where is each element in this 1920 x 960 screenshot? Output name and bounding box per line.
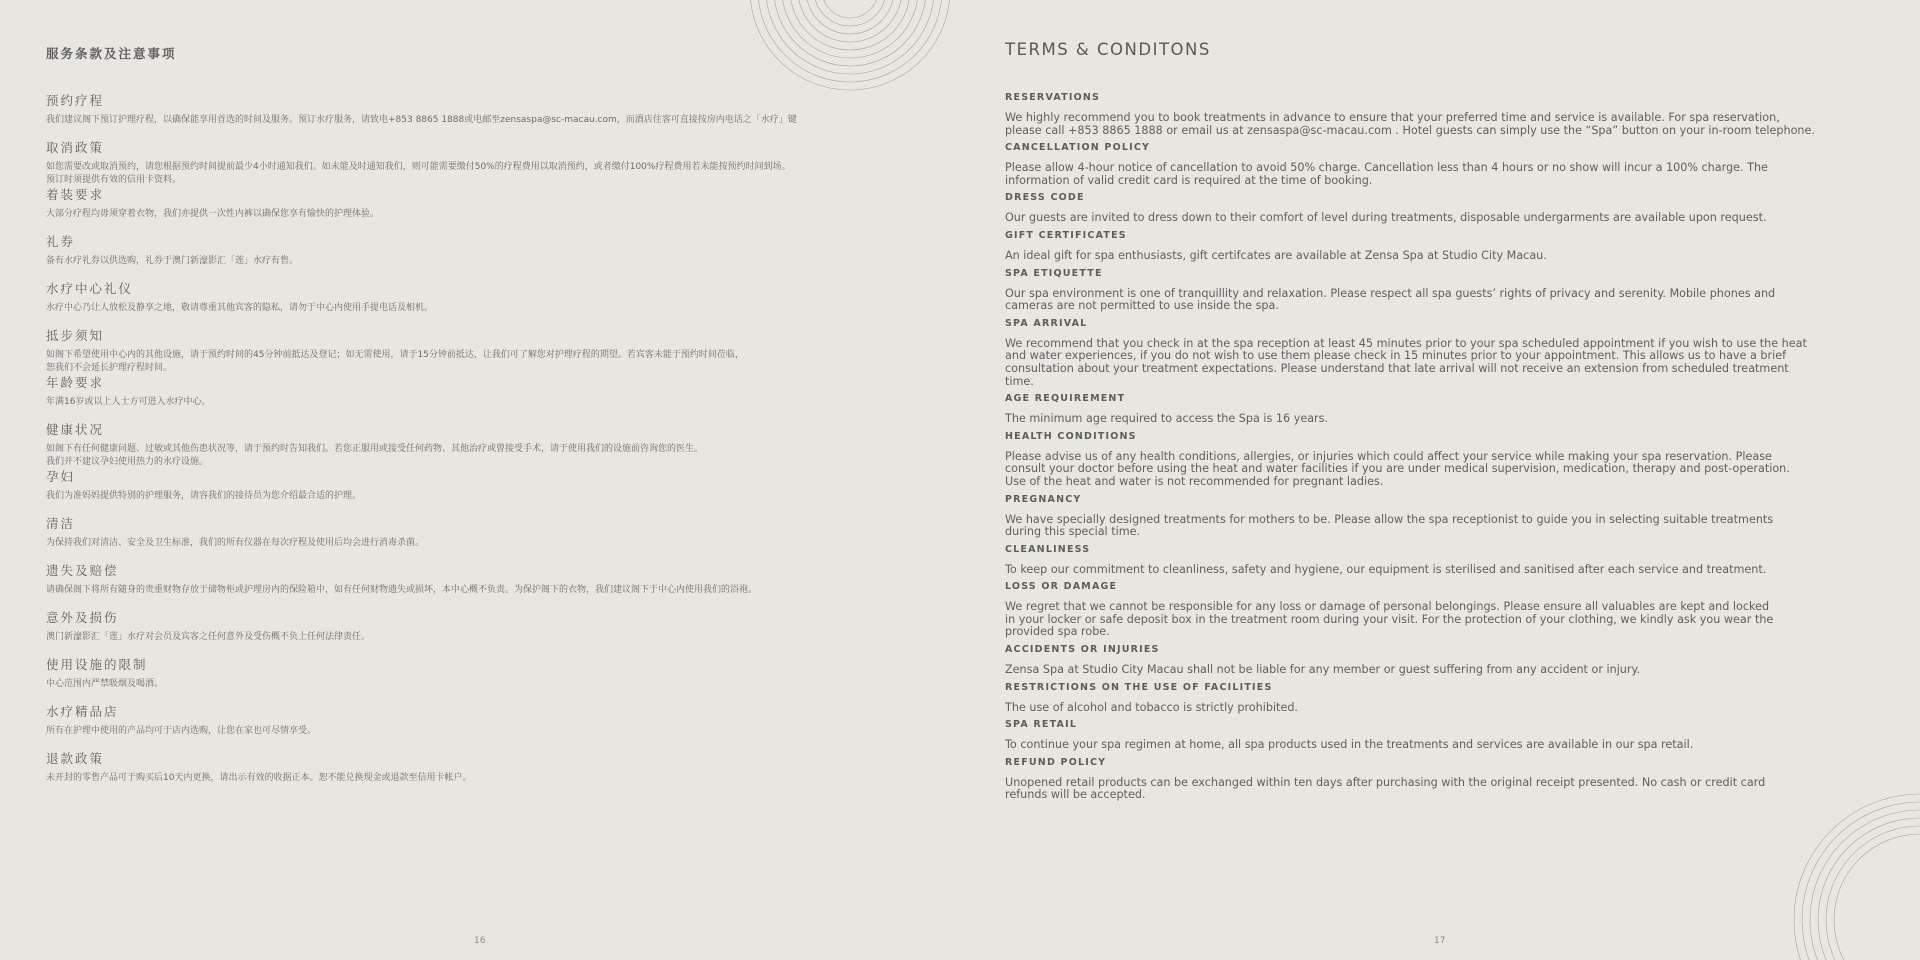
right-page bbox=[960, 0, 1920, 960]
section-body: 我们为准妈妈提供特别的护理服务，请容我们的接待员为您介绍最合适的护理。 bbox=[46, 491, 362, 501]
section-body: We recommend that you check in at the spa reception at least 45 minutes prior to your spa scheduled appointment if you wish to use the heat and water experiences, if you do not wish to use them please check in 15 minutes prior to your appointment. This allows us to have a brief consultation about your treatment expectations. Please understand that late arrival will not receive an extension from scheduled treatment time. bbox=[1005, 336, 1807, 388]
section-body: Our guests are invited to dress down to their comfort of level during treatments, disposable undergarments are available upon request. bbox=[1005, 211, 1767, 225]
section-heading: DRESS CODE bbox=[1005, 192, 1085, 204]
term-section bbox=[46, 515, 896, 562]
section-heading: RESTRICTIONS ON THE USE OF FACILITIES bbox=[1005, 681, 1273, 693]
section-body: 如您需要改或取消预约，请您根据预约时间提前最少4小时通知我们。如未能及时通知我们，则可能需要缴付50%的疗程费用以取消预约，或者缴付100%疗程费用若未能按预约时间到场。 预订时须提供有效的信用卡资料。 bbox=[46, 162, 791, 185]
term-section bbox=[46, 327, 896, 374]
section-body: 我们建议阁下预订护理疗程，以确保能享用首选的时间及服务。预订水疗服务，请致电+853 8865 1888或电邮至zensaspa@sc-macau.com，而酒店住客可直接按房内电话之「水疗」键 bbox=[46, 115, 797, 125]
section-heading: 水疗精品店 bbox=[46, 704, 119, 719]
term-section-loss-or-damage bbox=[1005, 581, 1870, 639]
section-heading: 清洁 bbox=[46, 516, 76, 531]
term-section-refund-policy bbox=[1005, 757, 1870, 802]
section-body: 如阁下希望使用中心内的其他设施，请于预约时间的45分钟前抵达及登记；如无需使用，请于15分钟前抵达，让我们可了解您对护理疗程的期望。若宾客未能于预约时间莅临， 恕我们不会延长护理疗程时间。 bbox=[46, 350, 744, 373]
section-heading: 年龄要求 bbox=[46, 375, 105, 390]
section-body: 为保持我们对清洁、安全及卫生标准，我们的所有仪器在每次疗程及使用后均会进行消毒杀菌。 bbox=[46, 538, 425, 548]
term-section-spa-arrival bbox=[1005, 318, 1870, 388]
term-section bbox=[46, 233, 896, 280]
page-number: 17 bbox=[1434, 936, 1446, 946]
section-heading: 遗失及赔偿 bbox=[46, 563, 119, 578]
section-heading: 抵步须知 bbox=[46, 328, 105, 343]
section-heading: 使用设施的限制 bbox=[46, 657, 148, 672]
page-title: 服务条款及注意事项 bbox=[46, 46, 177, 61]
term-section bbox=[46, 750, 896, 797]
section-body: 大部分疗程均毋须穿着衣物，我们亦提供一次性内裤以确保您享有愉快的护理体验。 bbox=[46, 209, 380, 219]
section-body: The use of alcohol and tobacco is strictly prohibited. bbox=[1005, 700, 1298, 714]
section-heading: SPA ARRIVAL bbox=[1005, 317, 1088, 329]
section-heading: 礼券 bbox=[46, 234, 76, 249]
term-section-restrictions-on-the-use-of-facilities bbox=[1005, 682, 1870, 715]
term-section-age-requirement bbox=[1005, 393, 1870, 426]
section-body: Zensa Spa at Studio City Macau shall not be liable for any member or guest suffering from any accident or injury. bbox=[1005, 663, 1641, 677]
section-body: 水疗中心乃让人放松及静享之地，敬请尊重其他宾客的隐私，请勿于中心内使用手提电话及相机。 bbox=[46, 303, 434, 313]
section-heading: 健康状况 bbox=[46, 422, 105, 437]
term-section bbox=[46, 186, 896, 233]
section-body: An ideal gift for spa enthusiasts, gift certifcates are available at Zensa Spa at Studio City Macau. bbox=[1005, 248, 1547, 262]
section-heading: 预约疗程 bbox=[46, 93, 105, 108]
section-body: Unopened retail products can be exchanged within ten days after purchasing with the original receipt presented. No cash or credit card refunds will be accepted. bbox=[1005, 775, 1766, 802]
section-heading: 意外及损伤 bbox=[46, 610, 119, 625]
section-heading: 水疗中心礼仪 bbox=[46, 281, 134, 296]
section-body: Our spa environment is one of tranquillity and relaxation. Please respect all spa guests’ rights of privacy and serenity. Mobile phones and cameras are not permitted to use inside the spa. bbox=[1005, 286, 1776, 313]
term-section-dress-code bbox=[1005, 192, 1870, 225]
term-section bbox=[46, 421, 896, 468]
section-heading: SPA RETAIL bbox=[1005, 719, 1078, 731]
term-section bbox=[46, 656, 896, 703]
section-body: 澳门新濠影汇「莲」水疗对会员及宾客之任何意外及受伤概不负上任何法律责任。 bbox=[46, 632, 371, 642]
section-heading: CANCELLATION POLICY bbox=[1005, 142, 1151, 154]
section-heading: 退款政策 bbox=[46, 751, 105, 766]
concentric-arcs-decoration bbox=[740, 0, 960, 100]
section-body: We regret that we cannot be responsible for any loss or damage of personal belongings. Please ensure all valuables are kept and locked in your locker or safe deposit box in the treatment room during your visit. For the protection of your clothing, we kindly ask you wear the provided spa robe. bbox=[1005, 600, 1774, 639]
section-body: 请确保阁下将所有随身的贵重财物存放于储物柜或护理房内的保险箱中，如有任何财物遗失或损坏，本中心概不负责。为保护阁下的衣物，我们建议阁下于中心内使用我们的浴袍。 bbox=[46, 585, 758, 595]
section-heading: GIFT CERTIFICATES bbox=[1005, 229, 1127, 241]
section-body: To keep our commitment to cleanliness, safety and hygiene, our equipment is sterilised and sanitised after each service and treatment. bbox=[1005, 562, 1767, 576]
terms-list-chinese bbox=[46, 92, 896, 797]
term-section-cleanliness bbox=[1005, 544, 1870, 577]
term-section-spa-etiquette bbox=[1005, 268, 1870, 313]
term-section-health-conditions bbox=[1005, 431, 1870, 489]
term-section bbox=[46, 609, 896, 656]
page-title: TERMS & CONDITONS bbox=[1005, 40, 1211, 59]
section-heading: ACCIDENTS OR INJURIES bbox=[1005, 644, 1160, 656]
term-section-pregnancy bbox=[1005, 494, 1870, 539]
terms-list-english bbox=[1005, 92, 1870, 807]
section-heading: 孕妇 bbox=[46, 469, 76, 484]
section-heading: 取消政策 bbox=[46, 140, 105, 155]
section-body: 如阁下有任何健康问题、过敏或其他伤患状况等，请于预约时告知我们。若您正服用或接受任何药物、其他治疗或曾接受手术，请于使用我们的设施前咨询您的医生。 我们并不建议孕妇使用热力的水疗设施。 bbox=[46, 444, 704, 467]
term-section bbox=[46, 92, 896, 139]
section-body: 所有在护理中使用的产品均可于店内选购，让您在家也可尽情享受。 bbox=[46, 726, 317, 736]
section-body: We highly recommend you to book treatments in advance to ensure that your preferred time and service is available. For spa reservation, please call +853 8865 1888 or email us at zensaspa@sc-macau.com . Hotel guests can simply use the “Spa” button on your in-room telephone. bbox=[1005, 111, 1815, 137]
term-section-gift-certificates bbox=[1005, 230, 1870, 263]
section-body: We have specially designed treatments for mothers to be. Please allow the spa receptionist to guide you in selecting suitable treatments during this special time. bbox=[1005, 512, 1774, 539]
section-heading: SPA ETIQUETTE bbox=[1005, 267, 1103, 279]
term-section-accidents-or-injuries bbox=[1005, 644, 1870, 677]
section-body: 年满16岁或以上人士方可进入水疗中心。 bbox=[46, 397, 211, 407]
section-heading: HEALTH CONDITIONS bbox=[1005, 430, 1137, 442]
section-body: To continue your spa regimen at home, all spa products used in the treatments and services are available in our spa retail. bbox=[1005, 738, 1694, 752]
section-body: The minimum age required to access the Spa is 16 years. bbox=[1005, 412, 1329, 426]
term-section bbox=[46, 468, 896, 515]
term-section bbox=[46, 280, 896, 327]
section-heading: RESERVATIONS bbox=[1005, 92, 1101, 103]
section-heading: 着装要求 bbox=[46, 187, 105, 202]
section-heading: REFUND POLICY bbox=[1005, 756, 1107, 768]
section-body: Please advise us of any health conditions, allergies, or injuries which could affect your service while making your spa reservation. Please consult your doctor before using the heat and water facilities if you are under medical supervision, medication, therapy and post-operation. Use of the heat and water is not recommended for pregnant ladies. bbox=[1005, 449, 1790, 488]
term-section-cancellation-policy bbox=[1005, 142, 1870, 187]
term-section-spa-retail bbox=[1005, 719, 1870, 752]
term-section-reservations bbox=[1005, 92, 1870, 137]
term-section bbox=[46, 703, 896, 750]
term-section bbox=[46, 562, 896, 609]
section-heading: CLEANLINESS bbox=[1005, 543, 1091, 555]
section-body: 未开封的零售产品可于购买后10天内更换，请出示有效的收据正本。恕不能兑换现金或退款至信用卡帐户。 bbox=[46, 773, 472, 783]
section-heading: PREGNANCY bbox=[1005, 493, 1082, 505]
term-section bbox=[46, 139, 896, 186]
term-section bbox=[46, 374, 896, 421]
concentric-arcs-decoration bbox=[1790, 790, 1920, 960]
section-body: 备有水疗礼券以供选购，礼券于澳门新濠影汇「莲」水疗有售。 bbox=[46, 256, 299, 266]
page-number: 16 bbox=[474, 936, 486, 946]
section-heading: LOSS OR DAMAGE bbox=[1005, 581, 1118, 593]
section-heading: AGE REQUIREMENT bbox=[1005, 393, 1126, 405]
section-body: Please allow 4-hour notice of cancellation to avoid 50% charge. Cancellation less than 4 hours or no show will incur a 100% charge. The information of valid credit card is required at the time of booking. bbox=[1005, 161, 1768, 187]
section-body: 中心范围内严禁吸烟及喝酒。 bbox=[46, 679, 164, 689]
